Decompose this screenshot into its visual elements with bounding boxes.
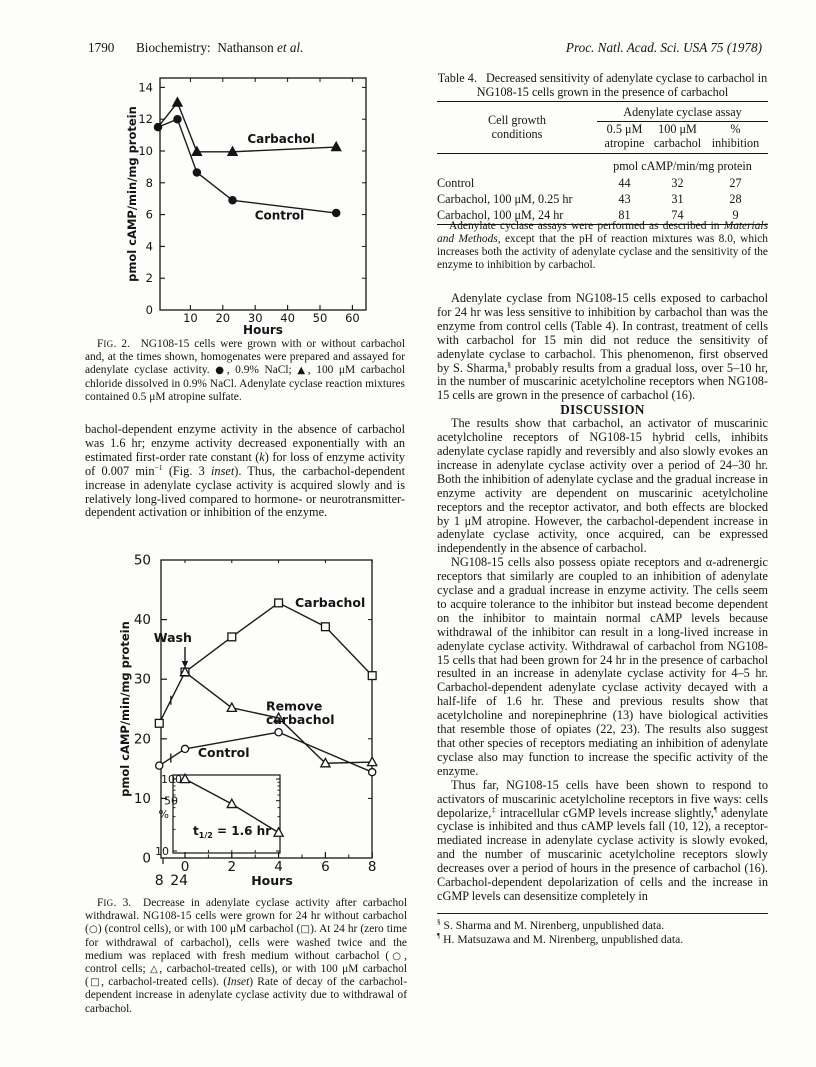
svg-text:0: 0 xyxy=(180,859,190,875)
cell-value: 31 xyxy=(671,192,684,206)
paragraph: NG108-15 cells also possess opiate receptors and α-adrenergic receptors that similarly are coupled to an inhibition of adenylate cyclase and a gradual increase in enzyme activity. The cells seem to acquire tolerance to the inhibitor but instead become dependent on the inhibitor to maintain normal cAMP levels because withdrawal of the inhibitor can result in a long-lived increase in adenylate cyclase activity. Withdrawal of carbachol from NG108-15 cells that had been grown for 24 hr in the presence of carbachol resulted in an increase in adenylate cyclase activity for 4–5 hr. Carbachol-dependent adenylate cyclase activity decayed with a half-life of 1.6 hr. These and previous results show that acetylcholine and norepinephrine (13) have biological activities that resemble those of opiates (22, 23). The results also suggest that other species of receptors mediating an inhibition of adenylate cyclase also may function to increase the specific activity of the enzyme. xyxy=(437,555,768,778)
table-row xyxy=(437,192,768,208)
cell-condition: Control xyxy=(437,176,475,190)
cell-value: 81 xyxy=(618,208,631,222)
svg-text:30: 30 xyxy=(133,671,151,688)
cell-value: 44 xyxy=(618,176,631,190)
svg-text:8: 8 xyxy=(145,175,153,190)
fig3-plot xyxy=(118,553,377,890)
svg-text:8: 8 xyxy=(154,873,164,889)
running-head-left: Biochemistry: Nathanson et al. xyxy=(136,40,304,55)
table-row xyxy=(437,176,768,192)
cell-value: 74 xyxy=(671,208,684,222)
svg-text:2: 2 xyxy=(145,271,153,286)
fig3-series-Control xyxy=(156,729,376,776)
svg-text:50: 50 xyxy=(133,552,151,569)
svg-text:carbachol: carbachol xyxy=(265,712,335,728)
svg-text:pmol cAMP/min/mg protein: pmol cAMP/min/mg protein xyxy=(118,621,132,797)
cell-condition: Carbachol, 100 μM, 0.25 hr xyxy=(437,192,573,206)
svg-text:60: 60 xyxy=(345,311,360,325)
svg-text:4: 4 xyxy=(145,239,153,254)
cell-value: 28 xyxy=(729,192,742,206)
svg-text:Control: Control xyxy=(197,745,250,761)
svg-text:Hours: Hours xyxy=(243,323,283,337)
svg-text:14: 14 xyxy=(138,80,153,95)
svg-text:10: 10 xyxy=(183,311,198,325)
wash-annotation xyxy=(154,630,192,668)
table-col-header-carbachol: 100 μM carbachol xyxy=(652,122,703,154)
svg-text:12: 12 xyxy=(138,112,153,127)
table-col-header-conditions: Cell growth conditions xyxy=(437,102,597,154)
svg-text:10: 10 xyxy=(155,845,169,858)
svg-text:10: 10 xyxy=(138,144,153,158)
cell-value: 43 xyxy=(618,192,631,206)
table-4 xyxy=(437,101,768,225)
svg-text:6: 6 xyxy=(145,207,153,222)
fig2-plot xyxy=(125,78,366,337)
figure-2-chart xyxy=(85,72,385,338)
svg-text:2: 2 xyxy=(227,859,237,875)
svg-text:30: 30 xyxy=(247,311,263,325)
svg-text:6: 6 xyxy=(321,859,330,875)
svg-text:t1/2 = 1.6 hr: $t_{1/2} = 1.6$ hr xyxy=(193,824,272,840)
figure-2-caption: FIG. 2. NG108-15 cells were grown with or without carbachol and, at the times shown, homogenates were prepared and assayed for adenylate cyclase activity. ●, 0.9% NaCl; ▲, 100 μM carbachol chloride dissolved in 0.9% NaCl. Adenylate cyclase reaction mixtures contained 0.5 μM atropine sulfate. xyxy=(85,338,406,403)
svg-text:40: 40 xyxy=(280,311,295,325)
svg-text:20: 20 xyxy=(133,731,151,748)
svg-text:10: 10 xyxy=(133,790,151,807)
svg-text:0: 0 xyxy=(142,850,151,867)
left-body-paragraph: bachol-dependent enzyme activity in the absence of carbachol was 1.6 hr; enzyme activity decreased exponentially with an estimated first-order rate constant (k) for loss of enzyme activity of 0.007 $\min^{-1} (Fig$. 3 inset). Thus, the carbachol-dependent increase in adenylate cyclase activity is acquired slowly and is relatively long-lived compared to hormone- or neurotransmitter-dependent activation or inhibition of the enzyme. xyxy=(85,422,405,520)
table-col-header-inhibition: % inhibition xyxy=(703,122,768,154)
svg-text:8: 8 xyxy=(367,859,377,875)
svg-text:Control: Control xyxy=(254,208,305,223)
svg-text:Wash: Wash xyxy=(153,630,192,646)
svg-text:50: 50 xyxy=(312,311,328,325)
footnote: § S. Sharma and M. Nirenberg, unpublished data. xyxy=(437,918,665,932)
svg-text:24: 24 xyxy=(170,873,189,889)
svg-text:50: 50 xyxy=(164,794,178,808)
paragraph: Adenylate cyclase from NG108-15 cells exposed to carbachol for 24 hr was less sensitive to inhibition by carbachol than was the enzyme from control cells (Table 4). In contrast, treatment of cells with carbachol for 15 min did not reduce the sensitivity of adenylate cyclase to carbachol. This phenomenon, first observed by S. Sharma,§ probably results from a gradual loss, over 5–10 hr, in the number of muscarinic acetylcholine receptors when NG108-15 cells are grown in the presence of carbachol (16). xyxy=(437,291,769,403)
table-4-title: Table 4. Decreased sensitivity of adenylate cyclase to carbachol in NG108-15 cells grown in the presence of carbachol xyxy=(437,71,768,99)
paragraph: Thus far, NG108-15 cells have been shown to respond to activators of muscarinic acetylcholine receptors in five ways: cells depolarize,‡ intracellular cGMP levels increase slightly,¶ adenylate cyclase is inhibited and thus cAMP levels fall (10, 12), a receptor-mediated increase in adenylate cyclase activity is slowly evoked, and the number of muscarinic acetylcholine receptors slowly decreases over a period of hours in the presence of carbachol (16). Carbachol-dependent depolarization of cells and the increase in cGMP levels can desensitize completely in xyxy=(437,777,768,903)
svg-text:40: 40 xyxy=(133,612,151,629)
cell-value: 27 xyxy=(729,176,742,190)
table-4-footnote: Adenylate cyclase assays were performed as described in Materials and Methods, except that the pH of reaction mixtures was 8.0, which increases both the activity of adenylate cyclase and the sensitivity of the enzyme to inhibition by carbachol. xyxy=(437,220,768,271)
svg-text:Hours: Hours xyxy=(251,873,293,888)
running-head-right: Proc. Natl. Acad. Sci. USA 75 (1978) xyxy=(565,40,762,55)
cell-value: 9 xyxy=(732,208,739,222)
fig2-series-Carbachol xyxy=(158,98,341,156)
svg-text:Carbachol: Carbachol xyxy=(294,594,366,610)
table-units-row: pmol cAMP/min/mg protein xyxy=(613,159,752,173)
discussion-heading: DISCUSSION xyxy=(560,402,645,418)
cell-condition: Carbachol, 100 μM, 24 hr xyxy=(437,208,564,222)
cell-value: 32 xyxy=(671,176,684,190)
svg-text:20: 20 xyxy=(215,311,231,325)
table-col-header-atropine: 0.5 μM atropine xyxy=(597,122,652,154)
svg-text:4: 4 xyxy=(274,859,283,875)
footnote: ¶ H. Matsuzawa and M. Nirenberg, unpublished data. xyxy=(437,932,684,947)
fig3-inset xyxy=(155,773,283,858)
figure-3-chart xyxy=(85,552,407,894)
svg-text:pmol cAMP/min/mg protein: pmol cAMP/min/mg protein xyxy=(125,106,139,282)
svg-text:100: 100 xyxy=(161,773,182,786)
svg-text:Carbachol: Carbachol xyxy=(247,132,315,147)
figure-3-caption: FIG. 3. Decrease in adenylate cyclase activity after carbachol withdrawal. NG108-15 cells were grown for 24 hr without carbachol (○) (control cells), or with 100 μM carbachol (□). At 24 hr (zero time for withdrawal of carbachol), cells were washed twice and the medium was replaced with fresh medium without carbachol (○, control cells; △, carbachol-treated cells), or with 100 μM carbachol (□, carbachol-treated cells). (Inset) Rate of decay of the carbachol-dependent increase in adenylate cyclase activity due to withdrawal of carbachol. xyxy=(85,897,408,1015)
svg-text:%: % xyxy=(158,808,169,821)
paragraph: The results show that carbachol, an activator of muscarinic acetylcholine receptors of NG108-15 hybrid cells, inhibits adenylate cyclase rapidly and reversibly and also slowly evokes an increase in adenylate cyclase activity over a period of 24–30 hr. Both the inhibition of adenylate cyclase and the gradual increase in enzyme activity are dependent on muscarinic acetylcholine receptors and the receptor activator, and both effects are blocked by 1 μM atropine. However, the carbachol-dependent increase in adenylate cyclase activity, once acquired, can be expressed independently in the absence of carbachol. xyxy=(437,416,768,556)
right-column xyxy=(437,292,768,948)
svg-text:Remove: Remove xyxy=(265,698,323,714)
table-span-header: Adenylate cyclase assay xyxy=(597,102,768,122)
page-number: 1790 xyxy=(88,40,115,55)
svg-text:0: 0 xyxy=(145,303,153,317)
footnote-block xyxy=(437,913,768,948)
